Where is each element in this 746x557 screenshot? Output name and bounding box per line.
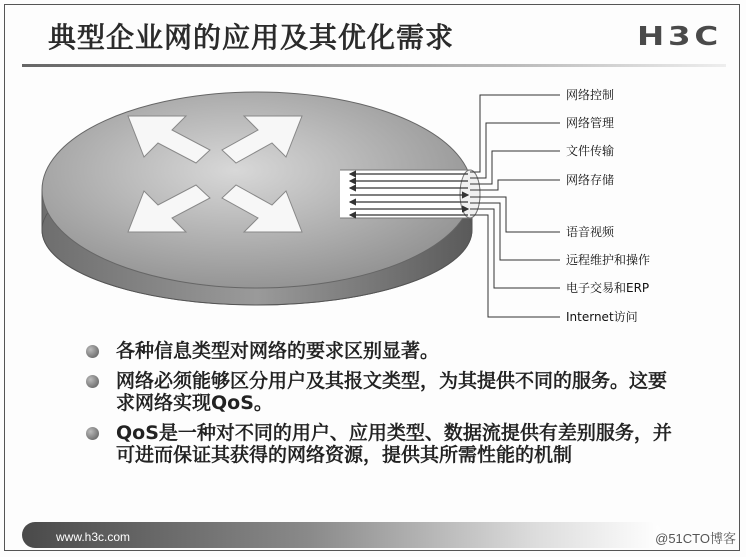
bullet-list [84, 340, 684, 474]
bullet-item [84, 340, 684, 362]
label-remote-maintenance: 远程维护和操作 [566, 253, 651, 267]
label-internet-access: Internet访问 [566, 310, 638, 324]
label-ecommerce-erp: 电子交易和ERP [566, 281, 650, 295]
bullet-item [84, 422, 684, 466]
bullet-text: QoS是一种对不同的用户、应用类型、数据流提供有差别服务，并可进而保证其获得的网络资源，提供其所需性能的机制 [116, 422, 672, 466]
label-connectors [470, 95, 560, 317]
bullet-text: 网络必须能够区分用户及其报文类型，为其提供不同的服务。这要求网络实现QoS。 [116, 370, 668, 414]
bullet-item [84, 370, 684, 414]
watermark: @51CTO博客 [655, 531, 736, 546]
slide-title: 典型企业网的应用及其优化需求 [48, 21, 455, 54]
bullet-dot-icon [86, 375, 99, 388]
label-file-transfer: 文件传输 [566, 144, 615, 158]
label-network-management: 网络管理 [566, 116, 615, 130]
h3c-logo: H3C [637, 22, 722, 52]
bullet-dot-icon [86, 345, 99, 358]
label-voice-video: 语音视频 [566, 225, 615, 239]
label-network-storage: 网络存储 [566, 173, 615, 187]
bullet-text: 各种信息类型对网络的要求区别显著。 [116, 340, 440, 362]
bullet-dot-icon [86, 427, 99, 440]
label-network-control: 网络控制 [566, 88, 615, 102]
footer-url[interactable]: www.h3c.com [56, 530, 131, 544]
